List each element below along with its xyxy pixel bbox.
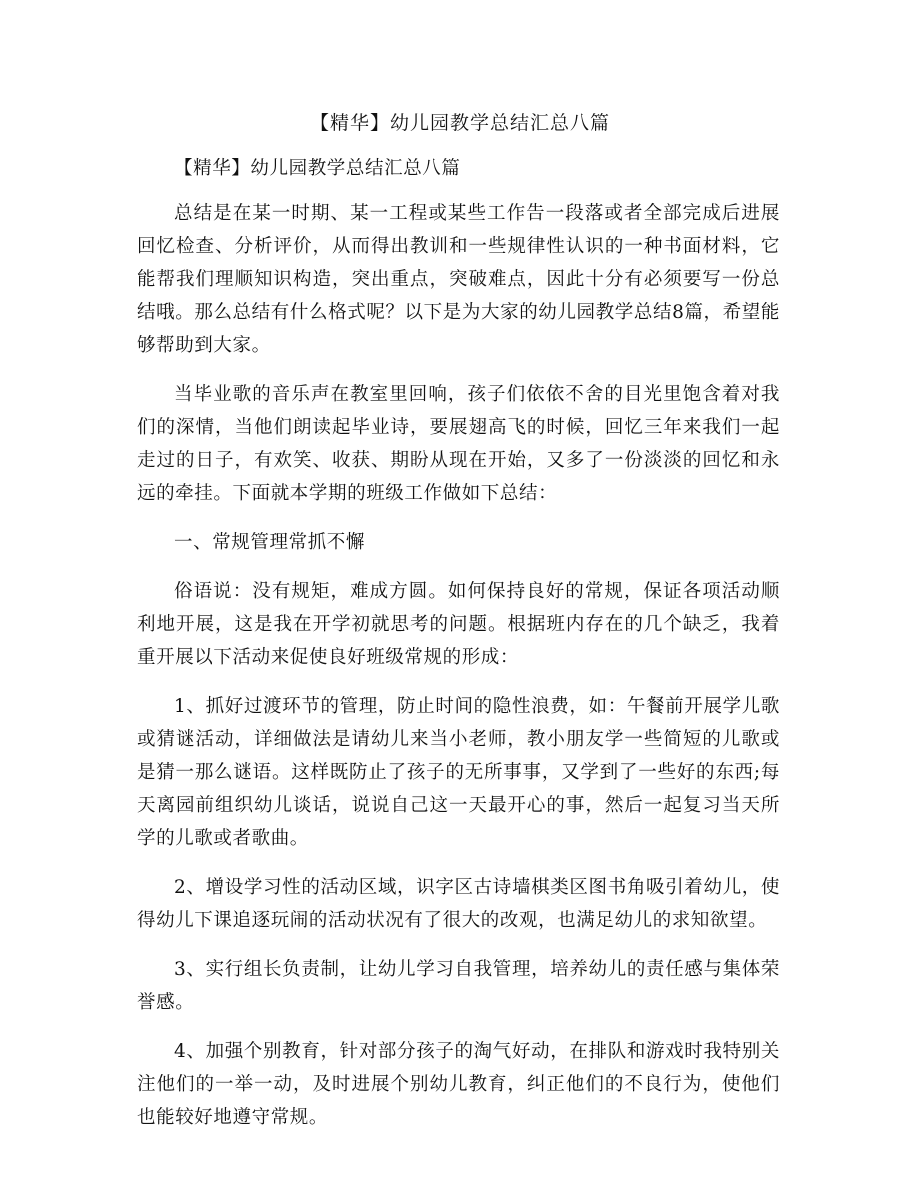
document-title: 【精华】幼儿园教学总结汇总八篇 (309, 112, 610, 134)
opening-paragraph: 当毕业歌的音乐声在教室里回响，孩子们依依不舍的目光里饱含着对我们的深情，当他们朗读起毕业诗，要展翅高飞的时候，回忆三年来我们一起走过的日子，有欢笑、收获、期盼从现在开始，又多了一份淡淡的回忆和永远的牵挂。下面就本学期的班级工作做如下总结： (137, 384, 780, 504)
document-subtitle: 【精华】幼儿园教学总结汇总八篇 (174, 158, 461, 179)
list-item-3: 3、实行组长负责制，让幼儿学习自我管理，培养幼儿的责任感与集体荣誉感。 (137, 959, 780, 1013)
list-item-4: 4、加强个别教育，针对部分孩子的淘气好动，在排队和游戏时我特别关注他们的一举一动，及时进展个别幼儿教育，纠正他们的不良行为，使他们也能较好地遵守常规。 (137, 1041, 780, 1128)
list-item-1: 1、抓好过渡环节的管理，防止时间的隐性浪费，如：午餐前开展学儿歌或猜谜活动，详细做法是请幼儿来当小老师，教小朋友学一些简短的儿歌或是猜一那么谜语。这样既防止了孩子的无所事事，又学到了一些好的东西;每天离园前组织幼儿谈话，说说自己这一天最开心的事，然后一起复习当天所学的儿歌或者歌曲。 (137, 696, 780, 849)
section-heading: 一、常规管理常抓不懈 (174, 532, 366, 553)
intro-paragraph: 总结是在某一时期、某一工程或某些工作告一段落或者全部完成后进展回忆检查、分析评价，从而得出教训和一些规律性认识的一种书面材料，它能帮我们理顺知识构造，突出重点，突破难点，因此十分有必须要写一份总结哦。那么总结有什么格式呢？以下是为大家的幼儿园教学总结8篇，希望能够帮助到大家。 (137, 203, 780, 356)
list-item-2: 2、增设学习性的活动区域，识字区古诗墙棋类区图书角吸引着幼儿，使得幼儿下课追逐玩闹的活动状况有了很大的改观，也满足幼儿的求知欲望。 (137, 877, 780, 931)
document-body (137, 152, 780, 1150)
section-intro-paragraph: 俗语说：没有规矩，难成方圆。如何保持良好的常规，保证各项活动顺利地开展，这是我在开学初就思考的问题。根据班内存在的几个缺乏，我着重开展以下活动来促使良好班级常规的形成： (137, 581, 780, 668)
